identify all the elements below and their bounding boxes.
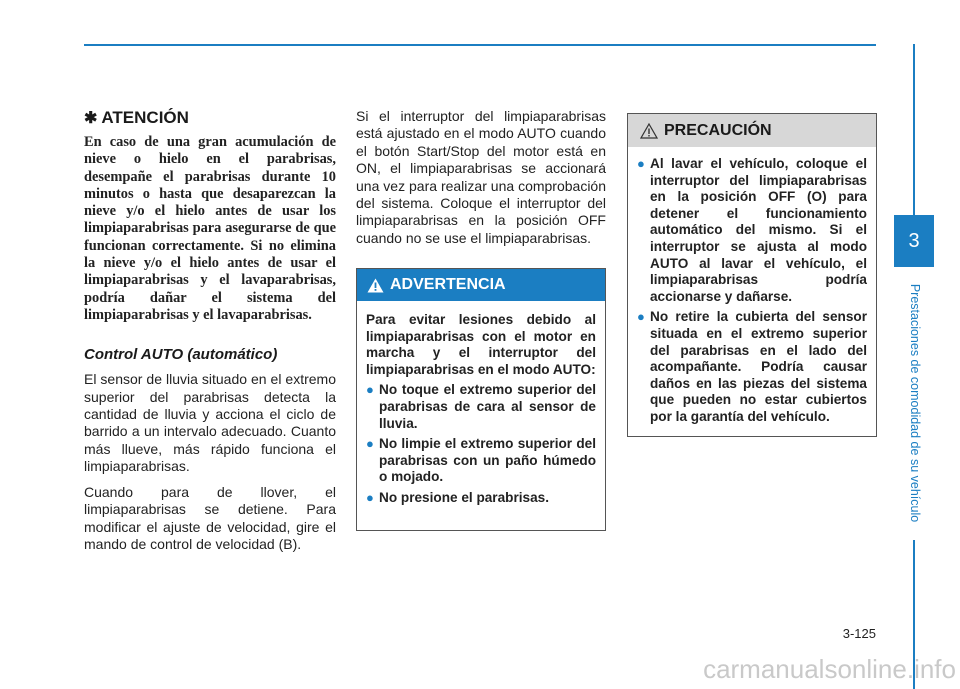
list-item: ● No limpie el extremo superior del parabrisas con un paño húmedo o mojado. [366,436,596,485]
chapter-tab: 3 [894,215,934,267]
bullet-icon: ● [637,309,645,325]
top-rule [84,44,876,46]
column-middle [356,108,606,255]
system-check-paragraph: Si el interruptor del limpiaparabrisas está ajustado en el modo AUTO cuando el botón Start/Stop del motor está en ON, el limpiaparabrisas se accionará una vez para realizar una comprobación del sistema. Coloque el interruptor del limpiaparabrisas en la posición OFF cuando no se use el limpiaparabrisas. [356,108,606,246]
bullet-icon: ● [637,156,645,171]
column-left [84,108,336,561]
bullet-icon: ● [366,436,374,452]
asterisk-icon: ✱ [84,110,98,127]
bullet-icon: ● [366,489,374,505]
list-item: ● No retire la cubierta del sensor situada en el extremo superior del parabrisas en el lado del acompañante. Podría causar daños en las piezas del sistema que pueden no estar cubiertos por la garantía del vehículo. [637,309,867,424]
watermark: carmanualsonline.info [703,654,956,684]
warning-content [357,301,605,507]
auto-control-paragraph: Cuando para de llover, el limpiaparabrisas se detiene. Para modificar el ajuste de velocidad, gire el mando de control de velocidad (B). [84,483,336,552]
warning-list [366,382,596,506]
caution-triangle-icon [640,123,658,139]
list-item: ● No toque el extremo superior del parabrisas de cara al sensor de lluvia. [366,382,596,431]
warning-intro: Para evitar lesiones debido al limpiaparabrisas con el motor en marcha y el interruptor del limpiaparabrisas en el modo AUTO: [366,312,596,377]
auto-control-heading: Control AUTO (automático) [84,346,278,364]
caution-list [637,156,867,426]
attention-heading [84,108,336,128]
caution-content [628,147,876,426]
page-number: 3-125 [842,626,876,641]
caution-title: PRECAUCIÓN [664,121,772,139]
attention-body: En caso de una gran acumulación de nieve o hielo en el parabrisas, desempañe el parabrisas durante 10 minutos o hasta que desaparezcan la nieve y/o el hielo antes de usar los limpiaparabrisas para asegurarse de que funcionan correctamente. Si no elimina la nieve y/o el hielo antes de usar el limpiaparabrisas y el lavaparabrisas, podría dañar el sistema del limpiaparabrisas y el lavaparabrisas. [84,134,336,323]
attention-title: ATENCIÓN [101,108,189,127]
warning-triangle-icon [367,278,384,293]
chapter-label [885,265,945,540]
list-item: ● Al lavar el vehículo, coloque el interruptor del limpiaparabrisas en la posición OFF (O) para detener el funcionamiento automático del mismo. Si el interruptor se ajusta al modo AUTO al lavar el vehículo, el limpiaparabrisas podría accionarse y dañarse. [637,156,867,304]
warning-title: ADVERTENCIA [390,276,506,293]
auto-control-paragraph: El sensor de lluvia situado en el extremo superior del parabrisas detecta la cantidad de lluvia y acciona el ciclo de barrido a un intervalo adecuado. Cuanto más llueve, más rápido funciona el limpiaparabrisas. [84,371,336,475]
warning-header [357,269,605,301]
caution-box [627,113,877,437]
list-item: ● No presione el parabrisas. [366,489,549,505]
bullet-icon: ● [366,382,374,398]
caution-header [628,114,876,147]
side-rule-top [913,44,915,215]
chapter-label-text: Prestaciones de comodidad de su vehículo [908,283,922,522]
warning-box [356,268,606,531]
